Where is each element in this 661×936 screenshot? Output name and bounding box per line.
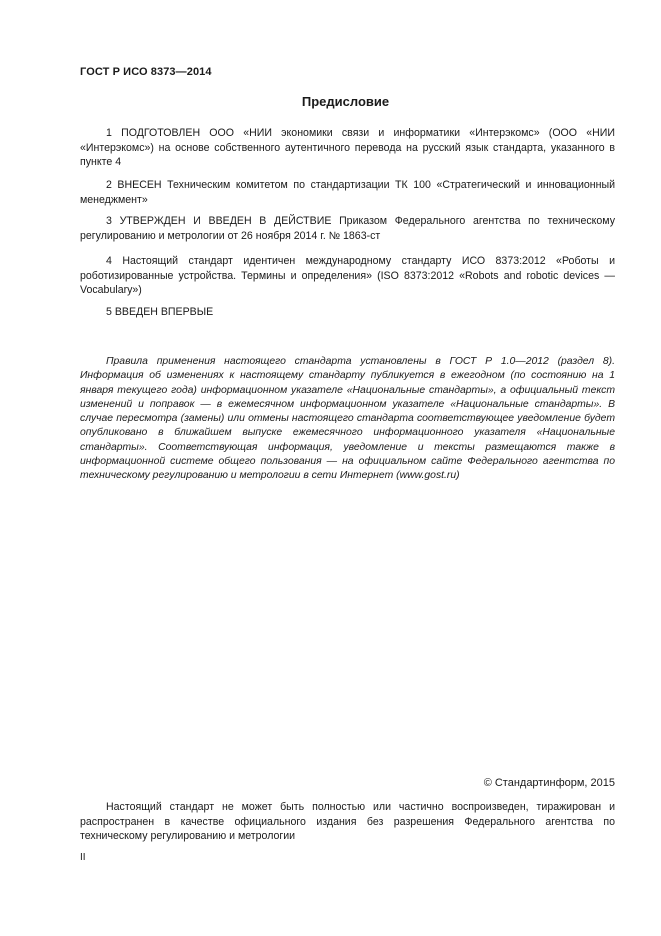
- foreword-item-1: 1 ПОДГОТОВЛЕН ООО «НИИ экономики связи и информатики «Интерэкомс» (ООО «НИИ «Интерэкомс») на основе собственного аутентичного перевода на русский язык стандарта, указанного в пункте 4: [80, 127, 615, 169]
- foreword-item-5: 5 ВВЕДЕН ВПЕРВЫЕ: [106, 306, 214, 318]
- document-code: ГОСТ Р ИСО 8373—2014: [80, 66, 212, 78]
- foreword-item-3: 3 УТВЕРЖДЕН И ВВЕДЕН В ДЕЙСТВИЕ Приказом Федерального агентства по техническому регулированию и метрологии от 26 ноября 2014 г. № 1863-ст: [80, 215, 615, 242]
- page-title: Предисловие: [301, 94, 390, 109]
- copyright: © Стандартинформ, 2015: [483, 777, 615, 789]
- application-notice: Правила применения настоящего стандарта установлены в ГОСТ Р 1.0—2012 (раздел 8). Информация об изменениях к настоящему стандарту публикуется в ежегодном (по состоянию на 1 января текущего года) информационном указателе «Национальные стандарты», а официальный текст изменений и поправок — в ежемесячном информационном указателе «Национальные стандарты». В случае пересмотра (замены) или отмены настоящего стандарта соответствующее уведомление будет опубликовано в ближайшем выпуске ежемесячного информационного указателя «Национальные стандарты». Соответствующая информация, уведомление и тексты размещаются также в информационной системе общего пользования — на официальном сайте Федерального агентства по техническому регулированию и метрологии в сети Интернет (www.gost.ru): [80, 356, 615, 482]
- foreword-item-4: 4 Настоящий стандарт идентичен международному стандарту ИСО 8373:2012 «Роботы и роботизированные устройства. Термины и определения» (ISO 8373:2012 «Robots and robotic devices — Vocabulary»): [80, 255, 615, 297]
- page-number: II: [80, 852, 86, 863]
- foreword-item-2: 2 ВНЕСЕН Техническим комитетом по стандартизации ТК 100 «Стратегический и инновационный менеджмент»: [80, 179, 615, 206]
- reproduction-notice: Настоящий стандарт не может быть полностью или частично воспроизведен, тиражирован и распространен в качестве официального издания без разрешения Федерального агентства по техническому регулированию и метрологии: [80, 801, 615, 843]
